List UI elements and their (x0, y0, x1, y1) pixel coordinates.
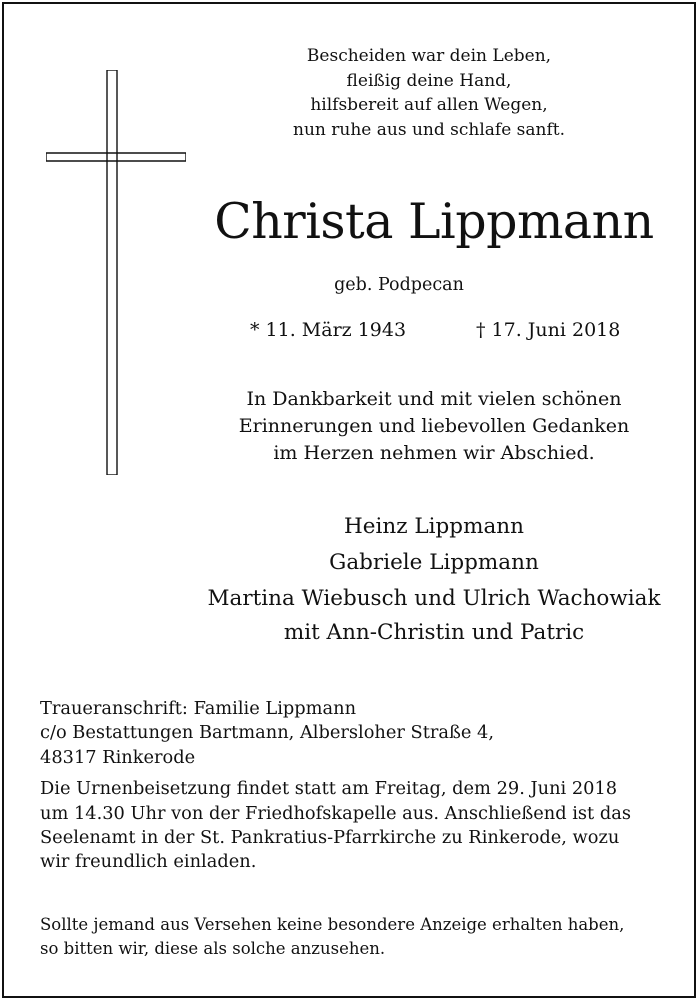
obituary-frame (2, 2, 696, 998)
ceremony-line: Seelenamt in der St. Pankratius-Pfarrkirche zu Rinkerode, wozu (40, 827, 620, 849)
gratitude-text (194, 386, 674, 467)
ceremony-line: um 14.30 Uhr von der Friedhofskapelle aus. Anschließend ist das (40, 802, 631, 824)
notice-text (40, 913, 680, 961)
gratitude-line: im Herzen nehmen wir Abschied. (273, 442, 595, 464)
address-line: c/o Bestattungen Bartmann, Albersloher Straße 4, (40, 722, 494, 744)
life-dates (204, 317, 684, 343)
birth-date: * 11. März 1943 (250, 319, 407, 341)
notice-line: Sollte jemand aus Versehen keine besondere Anzeige erhalten haben, (40, 915, 625, 934)
gratitude-line: In Dankbarkeit und mit vielen schönen (246, 388, 622, 410)
mourner-name: Heinz Lippmann (344, 514, 524, 539)
mourner-name: mit Ann-Christin und Patric (283, 620, 585, 645)
ceremony-line: Die Urnenbeisetzung findet statt am Freitag, dem 29. Juni 2018 (40, 778, 618, 800)
mourner-name: Gabriele Lippmann (329, 550, 539, 575)
birth-name: geb. Podpecan (334, 275, 464, 295)
ceremony-line: wir freundlich einladen. (40, 851, 257, 873)
mourner-name: Martina Wiebusch und Ulrich Wachowiak (207, 586, 661, 611)
funeral-information (40, 697, 680, 875)
deceased-name: Christa Lippmann (214, 193, 654, 250)
gratitude-line: Erinnerungen und liebevollen Gedanken (238, 415, 630, 437)
memorial-verse (234, 44, 624, 142)
address-line: 48317 Rinkerode (40, 746, 196, 768)
verse-line: fleißig deine Hand, (346, 70, 512, 91)
latin-cross-icon (46, 70, 186, 475)
mourners-list (184, 509, 684, 649)
death-date: † 17. Juni 2018 (476, 319, 621, 341)
verse-line: Bescheiden war dein Leben, (306, 46, 552, 66)
address-line: Traueranschrift: Familie Lippmann (40, 698, 357, 719)
verse-line: nun ruhe aus und schlafe sanft. (293, 119, 565, 140)
notice-line: so bitten wir, diese als solche anzusehen. (40, 939, 386, 958)
verse-line: hilfsbereit auf allen Wegen, (310, 95, 548, 115)
spacer (40, 770, 680, 777)
